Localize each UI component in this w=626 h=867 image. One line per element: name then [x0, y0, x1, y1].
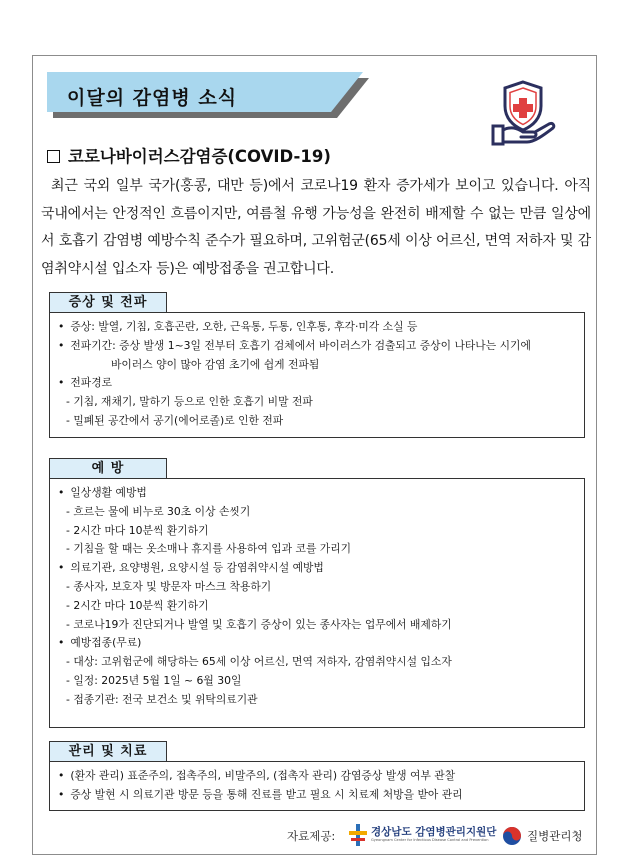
management-tab: 관리 및 치료	[49, 741, 167, 761]
page-title: 이달의 감염병 소식	[67, 87, 238, 109]
prevention-box	[49, 478, 585, 728]
list-item: - 종사자, 보호자 및 방문자 마스크 착용하기	[58, 578, 576, 597]
list-item: - 2시간 마다 10분씩 환기하기	[58, 597, 576, 616]
management-box	[49, 761, 585, 811]
org2-name: 질병관리청	[527, 829, 583, 843]
checkbox-square-icon	[47, 150, 60, 163]
shield-cross-hand-icon	[487, 76, 559, 148]
symptoms-tab: 증상 및 전파	[49, 292, 167, 312]
list-item: - 일정: 2025년 5월 1일 ~ 6월 30일	[58, 672, 576, 691]
list-item: - 접종기관: 전국 보건소 및 위탁의료기관	[58, 691, 576, 710]
disease-title: 코로나바이러스감염증(COVID-19)	[68, 147, 331, 166]
symptoms-box	[49, 312, 585, 438]
list-item: • 전파경로	[58, 374, 576, 393]
list-item: • 예방접종(무료)	[58, 634, 576, 653]
list-item: - 코로나19가 진단되거나 발열 및 호흡기 증상이 있는 종사자는 업무에서 배제하기	[58, 616, 576, 635]
title-banner	[47, 72, 369, 118]
list-item: - 기침, 재채기, 말하기 등으로 인한 호흡기 비말 전파	[58, 393, 576, 412]
credit-label: 자료제공:	[287, 829, 336, 843]
list-item: • (환자 관리) 표준주의, 접촉주의, 비말주의, (접촉자 관리) 감염증상 발생 여부 관찰	[58, 767, 576, 786]
prevention-tab: 예 방	[49, 458, 167, 478]
list-item: 바이러스 양이 많아 감염 초기에 쉽게 전파됨	[111, 357, 320, 371]
list-item: • 의료기관, 요양병원, 요양시설 등 감염취약시설 예방법	[58, 559, 576, 578]
list-item: - 흐르는 물에 비누로 30초 이상 손씻기	[58, 503, 576, 522]
kdca-logo-icon	[502, 826, 522, 846]
list-item: • 증상: 발열, 기침, 호흡곤란, 오한, 근육통, 두통, 인후통, 후각·미각 소실 등	[58, 318, 576, 337]
list-item: • 일상생활 예방법	[58, 484, 576, 503]
list-item: - 기침을 할 때는 옷소매나 휴지를 사용하여 입과 코를 가리기	[58, 540, 576, 559]
intro-paragraph: 최근 국외 일부 국가(홍콩, 대만 등)에서 코로나19 환자 증가세가 보이고 있습니다. 아직 국내에서는 안정적인 흐름이지만, 여름철 유행 가능성을 완전히 배제할 수 없는 만큼 일상에서 호흡기 감염병 예방수칙 준수가 필요하며, 고위험군(65세 이상 어르신, 면역 저하자 및 감염취약시설 입소자 등)은 예방접종을 권고합니다.	[41, 178, 591, 277]
gyeongnam-logo-icon	[349, 824, 367, 846]
list-item: • 전파기간: 증상 발생 1~3일 전부터 호흡기 검체에서 바이러스가 검출되고 증상이 나타나는 시기에	[58, 337, 576, 356]
section-heading	[47, 143, 331, 167]
list-item: - 밀폐된 공간에서 공기(에어로졸)로 인한 전파	[58, 412, 576, 431]
org1-name: 경상남도 감염병관리지원단	[371, 826, 497, 838]
org1-subtitle: Gyeongnam Center for Infectious Disease Control and Prevention	[371, 838, 489, 842]
list-item: • 증상 발현 시 의료기관 방문 등을 통해 진료를 받고 필요 시 치료제 처방을 받아 관리	[58, 786, 576, 805]
list-item: - 2시간 마다 10분씩 환기하기	[58, 522, 576, 541]
list-item: - 대상: 고위험군에 해당하는 65세 이상 어르신, 면역 저하자, 감염취약시설 입소자	[58, 653, 576, 672]
newsletter-frame	[32, 55, 597, 855]
